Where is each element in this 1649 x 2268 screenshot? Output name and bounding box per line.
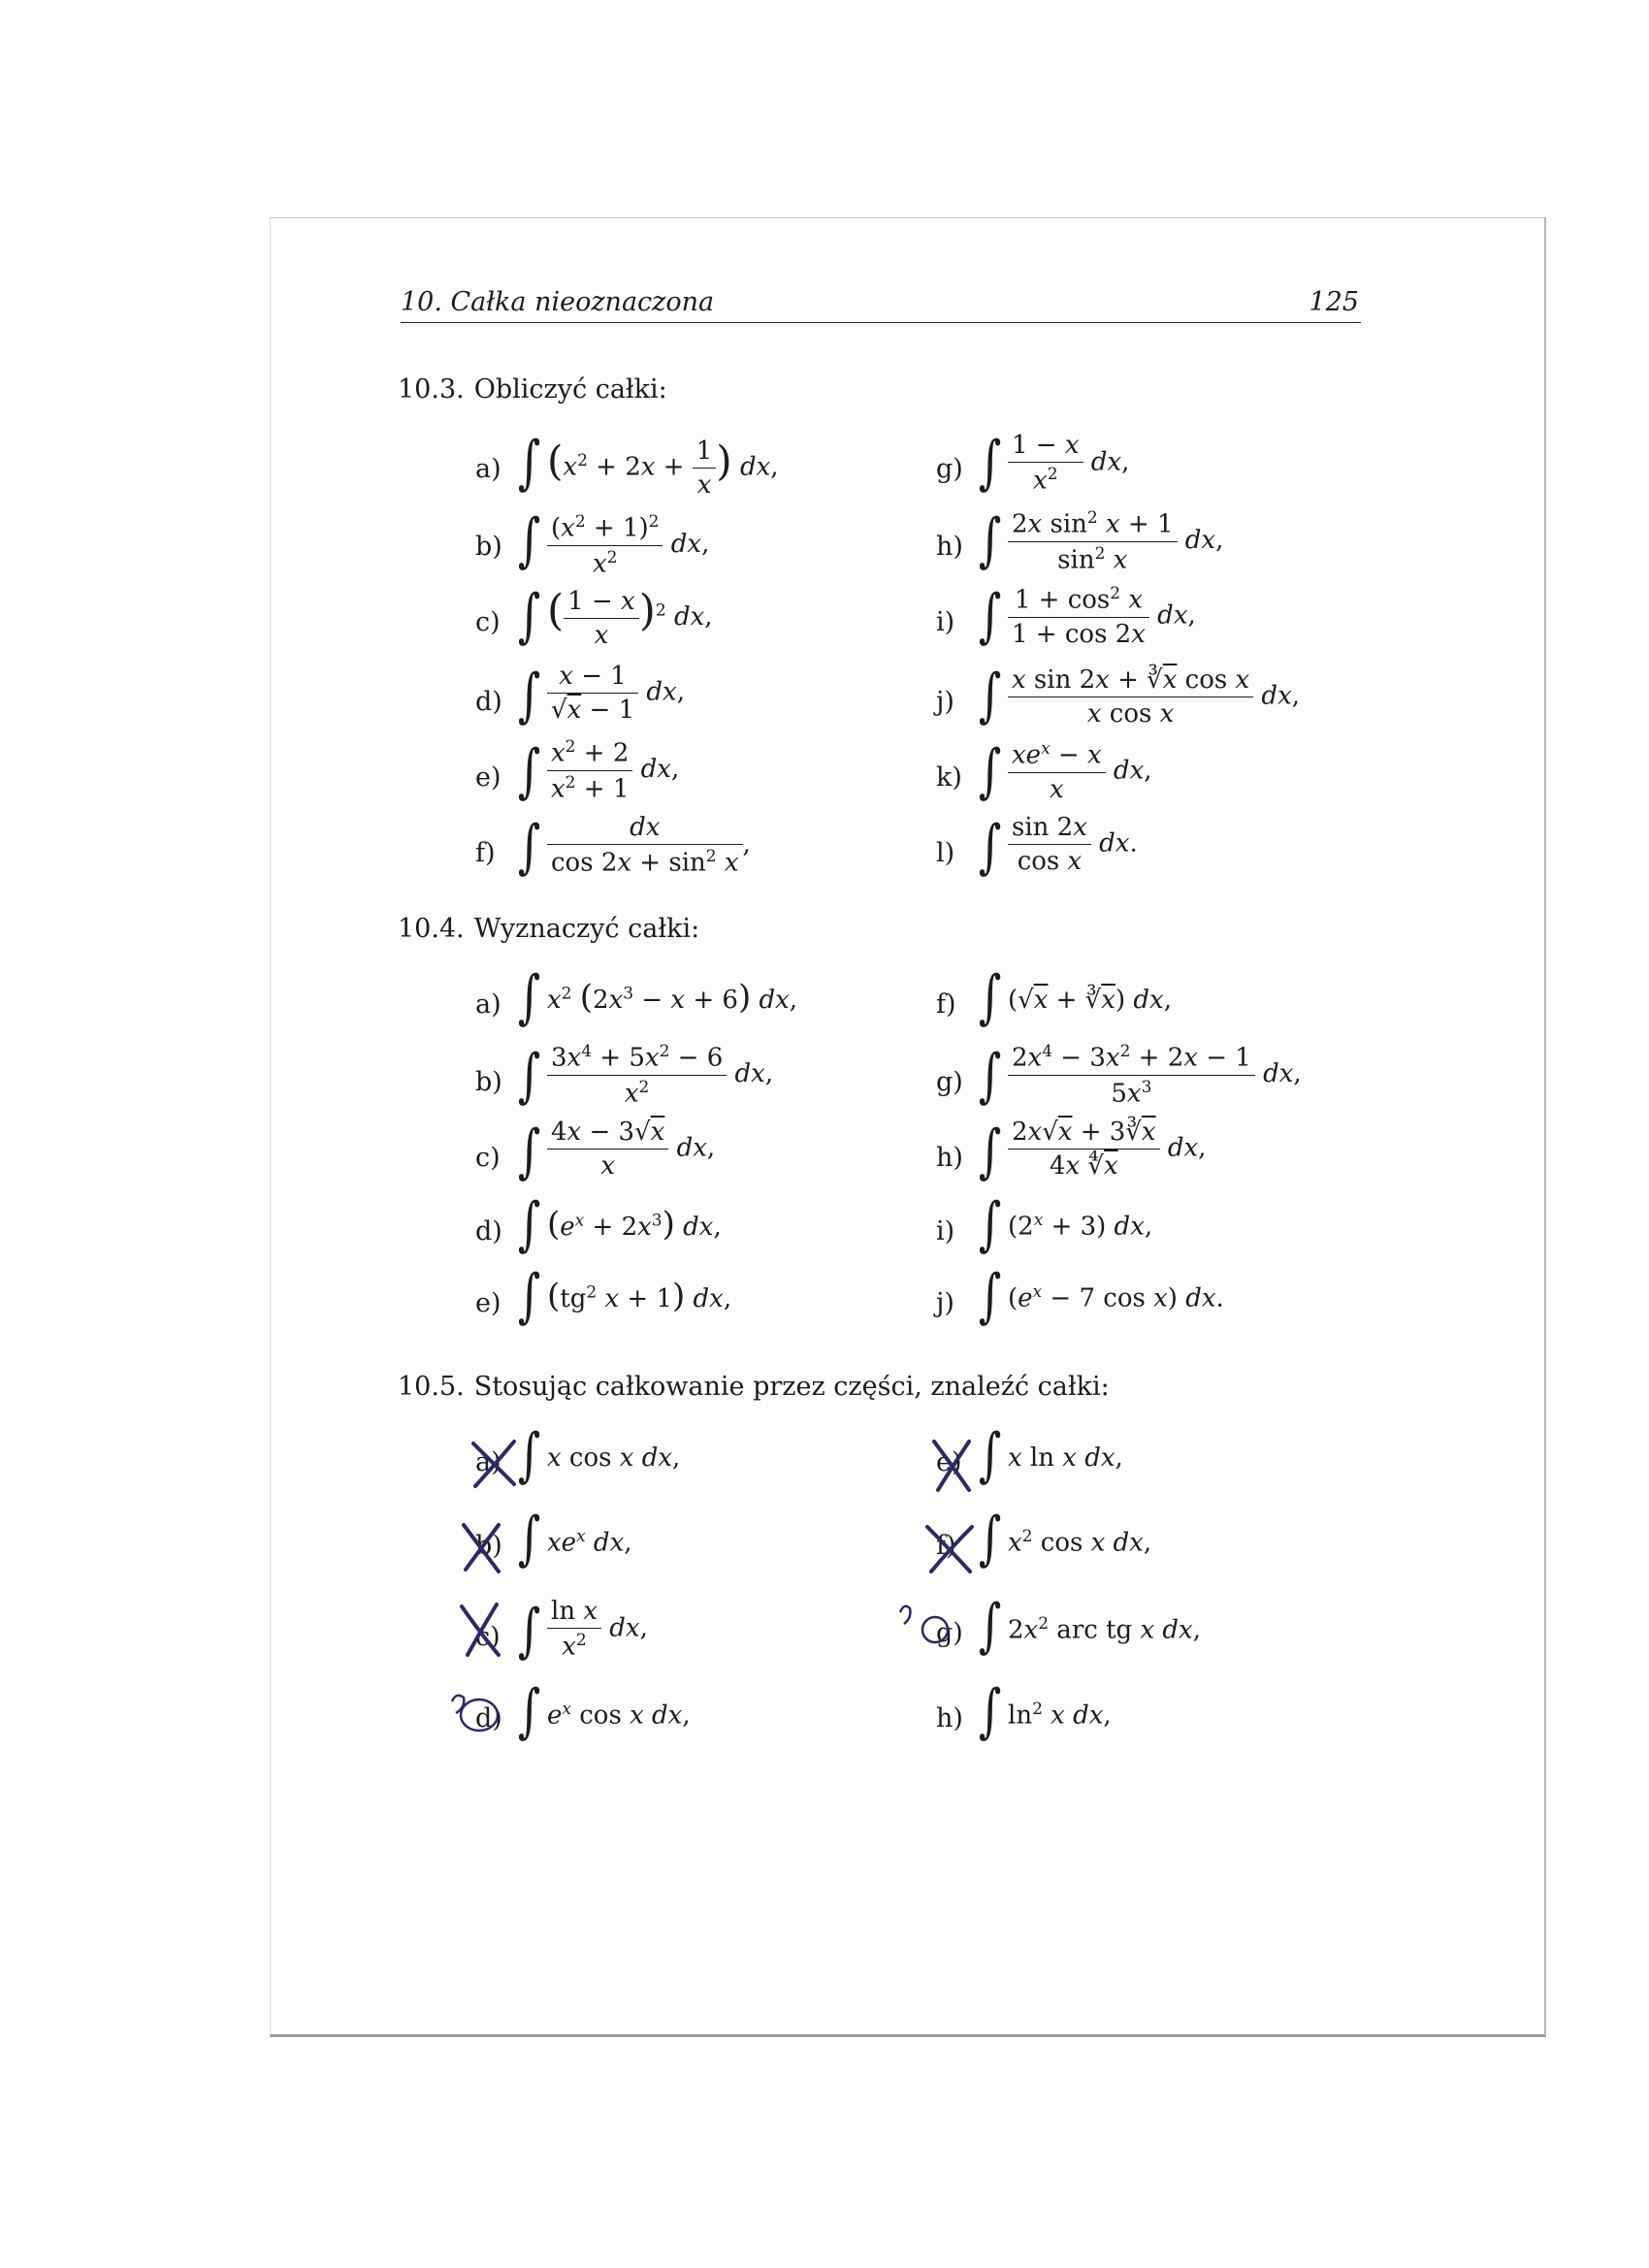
- integral-sign: ∫: [517, 963, 541, 1031]
- exercise-label: l): [936, 838, 955, 868]
- exercise-label: g): [936, 454, 963, 484]
- integrand: $xe^x$ dx,: [547, 1527, 632, 1558]
- integral-sign: ∫: [517, 737, 541, 805]
- integrand: $x^2$ cos x dx,: [1008, 1527, 1152, 1558]
- exercise-label: j): [936, 1288, 954, 1318]
- integrand: $\frac{2x^4 - 3x^2 + 2x - 1}{5x^3}$ dx,: [1008, 1042, 1302, 1108]
- integral-sign: ∫: [978, 1677, 1002, 1745]
- integrand: $\frac{(x^2 + 1)^2}{x^2}$ dx,: [547, 512, 709, 578]
- integral-sign: ∫: [978, 662, 1002, 729]
- integrand: $\frac{dx}{\cos 2x + \sin^2 x}$ ,: [547, 813, 751, 878]
- integral-sign: ∫: [517, 506, 541, 574]
- integral-sign: ∫: [517, 1042, 541, 1110]
- section-title: Obliczyć całki:: [473, 374, 667, 405]
- integral-sign: ∫: [978, 1118, 1002, 1185]
- exercise-label: f): [936, 989, 956, 1020]
- section-title: Wyznaczyć całki:: [473, 914, 700, 944]
- exercise-label: k): [936, 762, 962, 793]
- exercise-label: a): [475, 1447, 501, 1477]
- section-number: 10.5.: [398, 1372, 465, 1402]
- integral-sign: ∫: [517, 1190, 541, 1258]
- integral-sign: ∫: [978, 1042, 1002, 1110]
- section-10-3-heading: [398, 374, 667, 405]
- integrand: ($x^2 + 2x$ + $\frac{1}{x}$ ) dx,: [547, 437, 779, 500]
- integral-sign: ∫: [517, 582, 541, 650]
- integrand: $\frac{2x \sin^2 x + 1}{\sin^2 x}$ dx,: [1008, 508, 1223, 574]
- integral-sign: ∫: [517, 813, 541, 881]
- pen-cross-mark-f: [922, 1521, 982, 1577]
- integral-sign: ∫: [517, 1262, 541, 1330]
- section-10-4-heading: [398, 914, 699, 944]
- integrand: x ln x dx,: [1008, 1443, 1123, 1473]
- exercise-label: d): [475, 687, 502, 717]
- integrand: ($tg^2$ x + 1) dx,: [547, 1277, 732, 1315]
- integral-sign: ∫: [978, 1262, 1002, 1330]
- integrand: $\frac{x^2 + 2}{x^2 + 1}$ dx,: [547, 737, 679, 803]
- integrand: ( $\frac{1 - x}{x}$ )$^2$ dx,: [547, 586, 713, 650]
- integrand: $\frac{4x - 3√x}{x}$ dx,: [547, 1118, 715, 1181]
- integrand: $\frac{1 - x}{x^2}$ dx,: [1008, 431, 1129, 496]
- section-10-5-heading: [398, 1372, 1110, 1402]
- paper-sheet: [270, 217, 1546, 2037]
- integrand: $\frac{\sin 2x}{\text{cos x}}$ dx.: [1008, 813, 1138, 876]
- integral-sign: ∫: [978, 506, 1002, 574]
- section-number: 10.3.: [398, 374, 465, 405]
- integrand: $(√x + ∛\overline{x})$ dx,: [1008, 986, 1172, 1015]
- exercise-label: c): [475, 607, 501, 637]
- exercise-label: f): [475, 838, 496, 868]
- exercise-label: e): [475, 762, 501, 793]
- pen-cross-mark-a: [466, 1436, 524, 1494]
- exercise-label: a): [475, 454, 501, 484]
- integral-sign: ∫: [517, 662, 541, 729]
- integrand: $\frac{x - 1}{√x - 1}$ dx,: [547, 662, 685, 725]
- integrand: $\ln^2 x$ dx,: [1008, 1700, 1112, 1731]
- exercise-label: b): [475, 532, 502, 562]
- exercise-label: d): [475, 1703, 502, 1733]
- integrand: $(2^x + 3)$ dx,: [1008, 1211, 1153, 1242]
- integral-sign: ∫: [978, 1505, 1002, 1572]
- integral-sign: ∫: [978, 737, 1002, 805]
- exercise-label: c): [475, 1143, 501, 1173]
- exercise-label: c): [475, 1622, 501, 1652]
- integral-sign: ∫: [978, 582, 1002, 650]
- integral-sign: ∫: [517, 1505, 541, 1572]
- exercise-label: a): [475, 989, 501, 1020]
- exercise-label: e): [475, 1288, 501, 1318]
- integrand: ($e^x - 7$ cos x) dx.: [1008, 1282, 1224, 1313]
- chapter-title: 10. Całka nieoznaczona: [401, 287, 715, 317]
- integral-sign: ∫: [517, 429, 541, 497]
- integral-sign: ∫: [978, 1421, 1002, 1489]
- exercise-label: e): [936, 1447, 962, 1477]
- page-number: 125: [1309, 287, 1359, 317]
- integrand: $x^2$ $(2x^3 - x + 6)$ dx,: [547, 978, 798, 1017]
- integrand: $\frac{1 + \cos^2 x}{1 + \cos 2x}$ dx,: [1008, 584, 1196, 649]
- exercise-label: g): [936, 1067, 963, 1097]
- pen-cross-mark-c: [456, 1601, 508, 1661]
- integral-sign: ∫: [978, 429, 1002, 497]
- pen-cross-mark-b: [456, 1519, 508, 1577]
- integrand: x cos x dx,: [547, 1443, 681, 1473]
- integrand: $\frac{2x√x + 3∛\overline{x}}{4x ∜\overline{x}}$ dx,: [1008, 1118, 1206, 1181]
- integral-sign: ∫: [978, 813, 1002, 881]
- exercise-label: h): [936, 1703, 963, 1733]
- exercise-label: i): [936, 1216, 955, 1247]
- integrand: $\frac{xe^x - x}{x}$ dx,: [1008, 739, 1152, 804]
- integrand: $2x^2$ arc tg x dx,: [1008, 1614, 1201, 1645]
- section-title: Stosując całkowanie przez części, znaleźć całki:: [473, 1372, 1110, 1402]
- integrand: $(e^x + 2x^3)$ dx,: [547, 1205, 722, 1244]
- integral-sign: ∫: [978, 1592, 1002, 1660]
- pen-circle-question-g: [892, 1601, 951, 1655]
- section-number: 10.4.: [398, 914, 465, 944]
- integrand: $\frac{\text{ln x}}{x^2}$ dx,: [547, 1597, 648, 1662]
- exercise-label: g): [936, 1618, 963, 1648]
- integral-sign: ∫: [978, 1190, 1002, 1258]
- exercise-label: i): [936, 607, 955, 637]
- pen-circle-question-d: [446, 1688, 501, 1742]
- running-head: [401, 283, 1361, 323]
- exercise-label: h): [936, 532, 963, 562]
- integrand: $\frac{x \sin 2x + ∛\overline{x} \cos x}{\text{x cos x}}$ dx,: [1008, 665, 1300, 729]
- integrand: $e^x$ cos x dx,: [547, 1700, 691, 1731]
- integral-sign: ∫: [517, 1421, 541, 1489]
- pen-cross-mark-e: [926, 1436, 981, 1496]
- exercise-label: j): [936, 687, 954, 717]
- integral-sign: ∫: [978, 963, 1002, 1031]
- exercise-label: b): [475, 1067, 502, 1097]
- exercise-label: h): [936, 1143, 963, 1173]
- integrand: $\frac{3x^4 + 5x^2 - 6}{x^2}$ dx,: [547, 1042, 773, 1108]
- exercise-label: f): [936, 1531, 956, 1561]
- exercise-label: b): [475, 1531, 502, 1561]
- integral-sign: ∫: [517, 1118, 541, 1185]
- exercise-label: d): [475, 1216, 502, 1247]
- integral-sign: ∫: [517, 1677, 541, 1745]
- integral-sign: ∫: [517, 1597, 541, 1665]
